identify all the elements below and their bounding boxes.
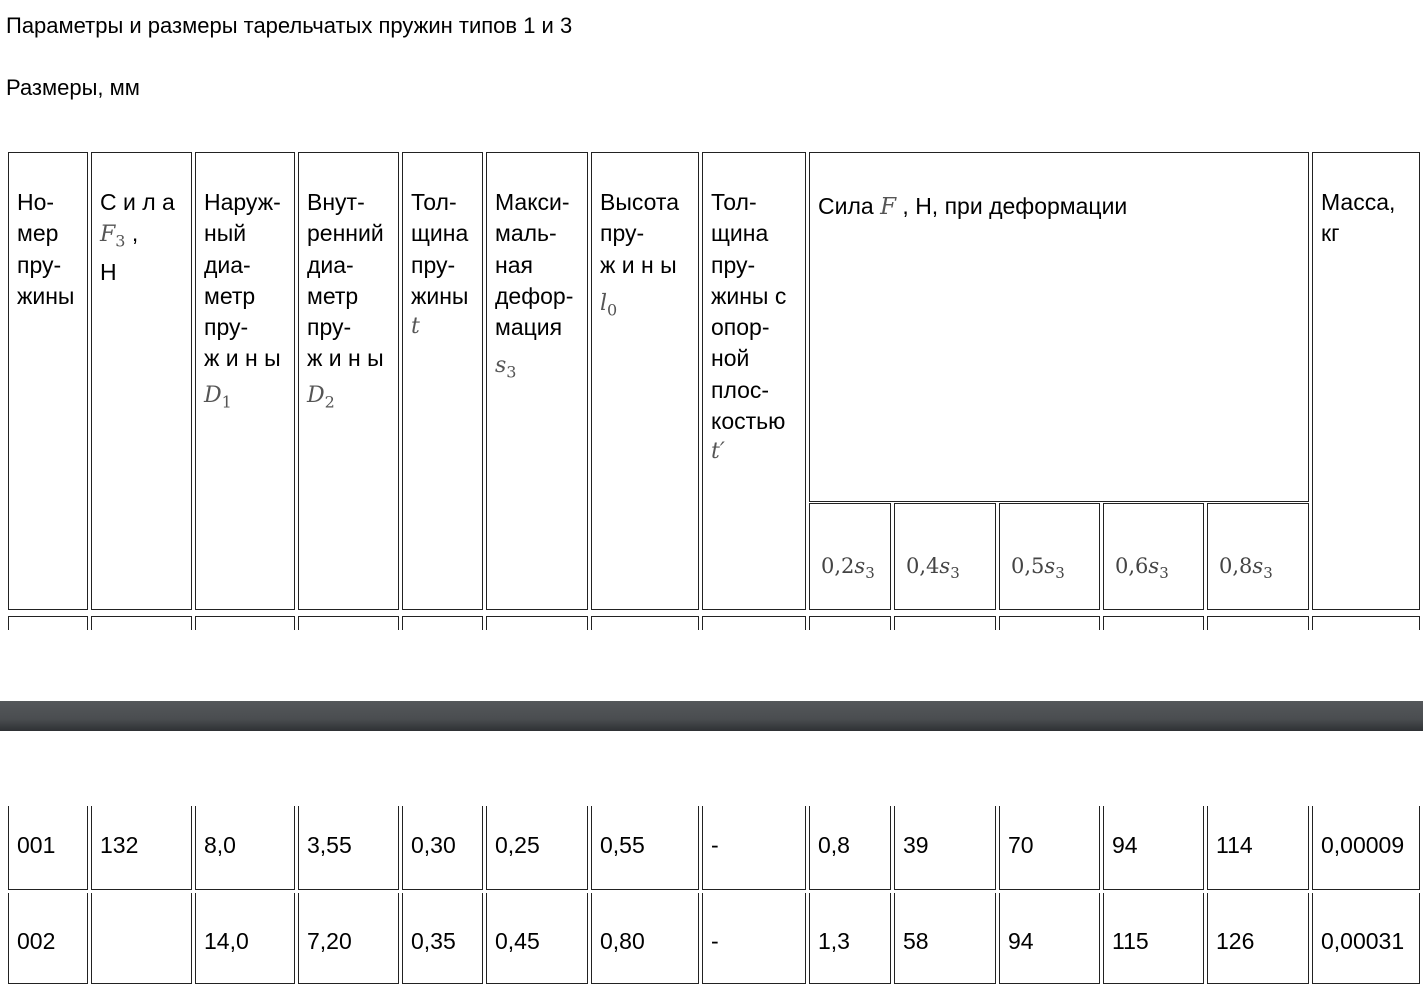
subheader-0-6-s3: $0,6s_3$ bbox=[1103, 503, 1204, 610]
table-cell: 126 bbox=[1207, 893, 1309, 984]
table-cell: 0,80 bbox=[591, 893, 699, 984]
table-cell: 002 bbox=[8, 893, 88, 984]
header-force-unit: Н bbox=[100, 258, 117, 285]
force-f-symbol: F bbox=[880, 194, 897, 220]
table-cell: 70 bbox=[999, 806, 1100, 890]
subheader-0-4-s3: $0,4s_3$ bbox=[894, 503, 996, 610]
row-stub bbox=[894, 616, 996, 630]
t-symbol: t bbox=[411, 314, 420, 340]
header-height bbox=[591, 152, 699, 610]
header-force-f3: С и л а $F_3$ , Н bbox=[91, 152, 192, 610]
header-height-label: Высота пру- ж и н ы bbox=[600, 189, 679, 278]
table-cell: 0,25 bbox=[486, 806, 588, 890]
s3-symbol: $s_3$ bbox=[495, 353, 517, 382]
page-title: Параметры и размеры тарельчатых пружин типов 1 и 3 bbox=[6, 13, 573, 38]
header-force-def-label-pre: Сила bbox=[818, 193, 881, 219]
row-stub bbox=[1103, 616, 1204, 630]
table-cell: - bbox=[702, 893, 806, 984]
table-cell: 115 bbox=[1103, 893, 1204, 984]
header-outer-diameter-label: Наруж- ный диа- метр пру- ж и н ы bbox=[204, 189, 281, 372]
subheader-0-5-s3: $0,5s_3$ bbox=[999, 503, 1100, 610]
table-cell: 0,00009 bbox=[1312, 806, 1420, 890]
subheader-0-8-s3: $0,8s_3$ bbox=[1207, 503, 1309, 610]
d2-symbol: $D_2$ bbox=[307, 382, 335, 412]
table-cell: 132 bbox=[91, 806, 192, 890]
row-stub bbox=[486, 616, 588, 630]
row-stub bbox=[402, 616, 483, 630]
units-note: Размеры, мм bbox=[6, 75, 140, 100]
table-cell: 94 bbox=[999, 893, 1100, 984]
row-stub bbox=[999, 616, 1100, 630]
header-thickness-support bbox=[702, 152, 806, 610]
table-cell bbox=[91, 893, 192, 984]
t-prime-symbol: t′ bbox=[711, 439, 725, 465]
table-cell: - bbox=[702, 806, 806, 890]
force-f3-symbol: $F_3$ bbox=[100, 222, 126, 251]
table-cell: 0,35 bbox=[402, 893, 483, 984]
subheader-0-2-s3: $0,2s_3$ bbox=[809, 503, 891, 610]
row-stub bbox=[195, 616, 295, 630]
table-cell: 0,00031 bbox=[1312, 893, 1420, 984]
table-cell: 0,8 bbox=[809, 806, 891, 890]
header-max-deformation-label: Макси- маль- ная дефор- мация bbox=[495, 189, 574, 341]
table-cell: 114 bbox=[1207, 806, 1309, 890]
page-divider-band bbox=[0, 701, 1423, 731]
header-spring-number bbox=[8, 152, 88, 610]
row-stub bbox=[8, 616, 88, 630]
header-spring-number-label: Но- мер пру- жины bbox=[17, 189, 75, 309]
row-stub bbox=[298, 616, 399, 630]
table-cell: 7,20 bbox=[298, 893, 399, 984]
table-cell: 0,55 bbox=[591, 806, 699, 890]
header-force-at-deformation bbox=[809, 152, 1309, 502]
table-cell: 1,3 bbox=[809, 893, 891, 984]
table-cell: 39 bbox=[894, 806, 996, 890]
table-cell: 0,30 bbox=[402, 806, 483, 890]
header-mass bbox=[1312, 152, 1420, 610]
table-cell: 0,45 bbox=[486, 893, 588, 984]
table-cell: 001 bbox=[8, 806, 88, 890]
table-cell: 14,0 bbox=[195, 893, 295, 984]
header-outer-diameter bbox=[195, 152, 295, 610]
header-force-def-label-post: , Н, при деформации bbox=[896, 193, 1128, 219]
d1-symbol: $D_1$ bbox=[204, 382, 232, 412]
header-inner-diameter-label: Внут- ренний диа- метр пру- ж и н ы bbox=[307, 189, 384, 372]
header-mass-label: Масса, кг bbox=[1321, 189, 1396, 247]
row-stub bbox=[91, 616, 192, 630]
table-cell: 3,55 bbox=[298, 806, 399, 890]
row-stub bbox=[702, 616, 806, 630]
table-cell: 8,0 bbox=[195, 806, 295, 890]
row-stub bbox=[591, 616, 699, 630]
l0-symbol: $l_0$ bbox=[600, 290, 618, 320]
table-cell: 58 bbox=[894, 893, 996, 984]
header-max-deformation bbox=[486, 152, 588, 610]
row-stub bbox=[1207, 616, 1309, 630]
table-cell: 94 bbox=[1103, 806, 1204, 890]
header-thickness-label: Тол- щина пру- жины bbox=[411, 189, 469, 309]
header-thickness-support-label: Тол- щина пру- жины с опор- ной плос- костью bbox=[711, 189, 787, 435]
row-stub bbox=[1312, 616, 1420, 630]
header-thickness bbox=[402, 152, 483, 610]
header-force-label: С и л а bbox=[100, 189, 175, 215]
header-inner-diameter bbox=[298, 152, 399, 610]
row-stub bbox=[809, 616, 891, 630]
